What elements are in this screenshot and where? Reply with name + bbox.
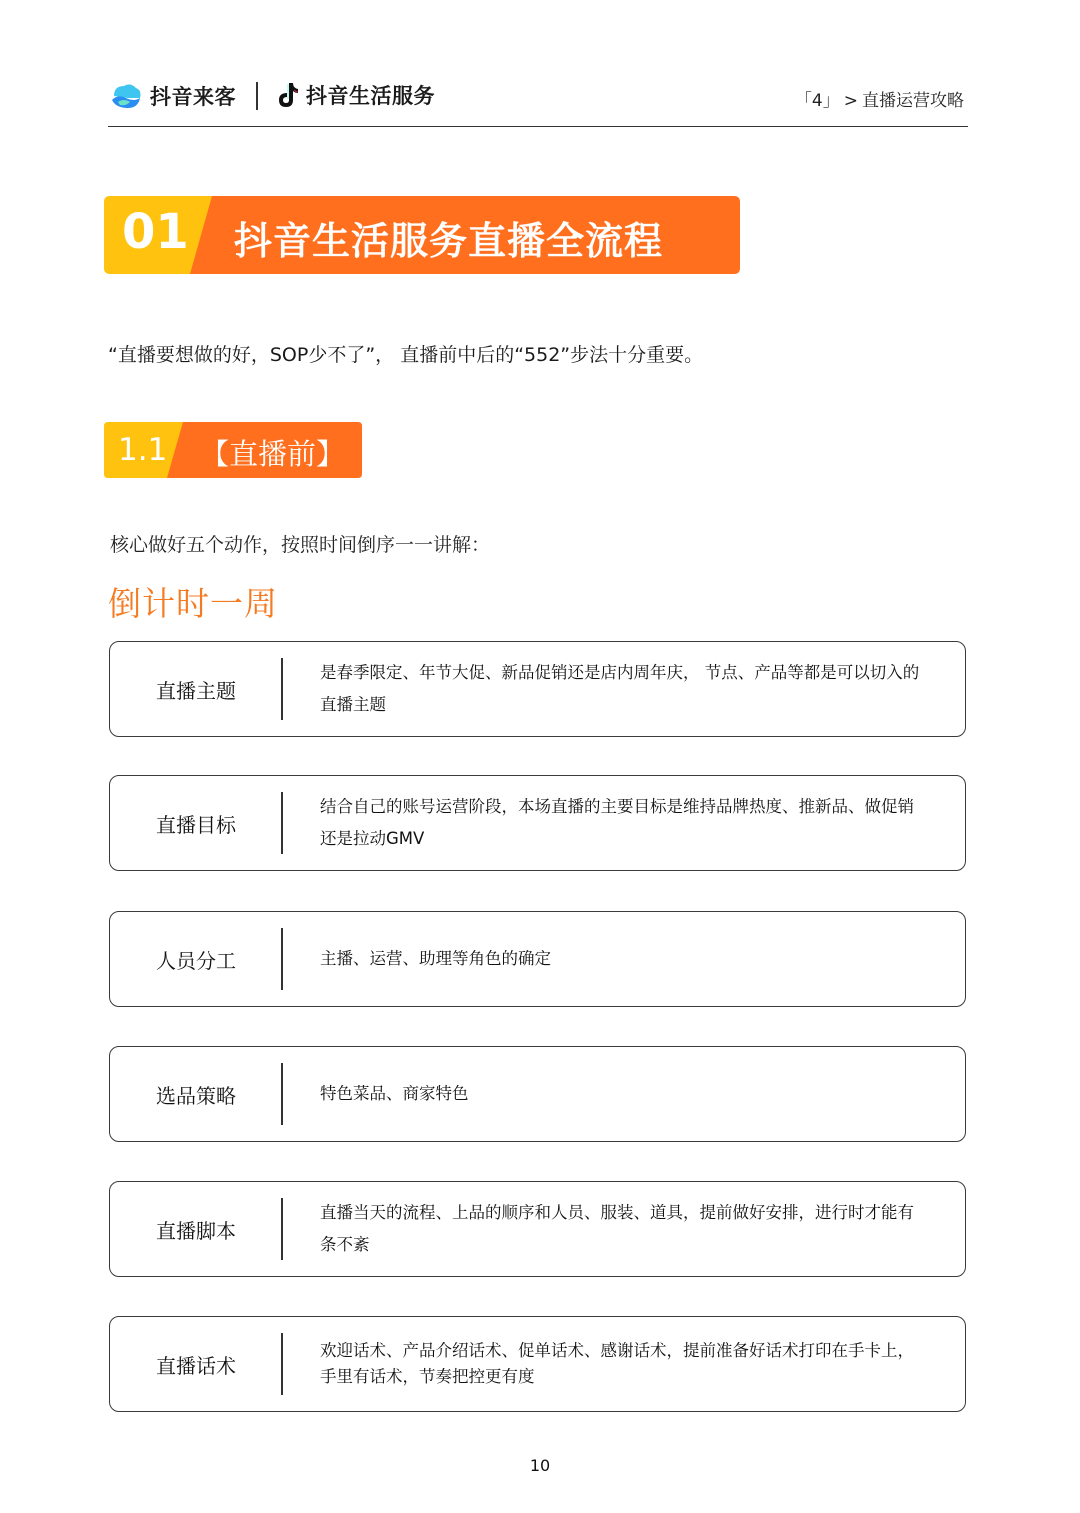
card-divider bbox=[281, 1063, 283, 1125]
card-description: 是春季限定、年节大促、新品促销还是店内周年庆， 节点、产品等都是可以切入的直播主题 bbox=[320, 663, 920, 714]
logo-text-life-service: 抖音生活服务 bbox=[306, 84, 435, 108]
subsection-title-banner bbox=[104, 422, 362, 478]
card-description: 主播、运营、助理等角色的确定 bbox=[320, 949, 551, 968]
card-live-talk bbox=[109, 1316, 966, 1412]
card-divider bbox=[281, 1333, 283, 1395]
logo-text-laike: 抖音来客 bbox=[150, 85, 236, 109]
section-heading: 抖音生活服务直播全流程 bbox=[234, 219, 664, 263]
subsection-number: 1.1 bbox=[118, 432, 168, 468]
cloud-logo-icon bbox=[108, 80, 144, 112]
douyin-life-logo bbox=[276, 80, 435, 110]
section-title-banner bbox=[104, 196, 740, 274]
subsection-heading: 【直播前】 bbox=[200, 437, 346, 471]
card-divider bbox=[281, 1198, 283, 1260]
card-divider bbox=[281, 928, 283, 990]
card-label: 直播脚本 bbox=[156, 1218, 236, 1243]
card-staffing bbox=[109, 911, 966, 1007]
breadcrumb-arrow: > bbox=[843, 91, 858, 111]
card-description: 特色菜品、商家特色 bbox=[320, 1084, 469, 1103]
card-divider bbox=[281, 792, 283, 854]
card-description: 欢迎话术、产品介绍话术、促单话术、感谢话术，提前准备好话术打印在手卡上，手里有话术，节奏把控更有度 bbox=[320, 1341, 914, 1386]
intro-text: “直播要想做的好，SOP少不了”， 直播前中后的“552”步法十分重要。 bbox=[108, 344, 704, 366]
section-number: 01 bbox=[122, 204, 189, 260]
card-description: 结合自己的账号运营阶段，本场直播的主要目标是维持品牌热度、推新品、做促销还是拉动GMV bbox=[320, 797, 914, 848]
card-label: 人员分工 bbox=[156, 948, 236, 973]
week-heading: 倒计时一周 bbox=[108, 584, 278, 623]
page-header bbox=[108, 74, 968, 127]
lead-text: 核心做好五个动作，按照时间倒序一一讲解： bbox=[110, 534, 491, 556]
logo-separator bbox=[256, 82, 258, 110]
card-description: 直播当天的流程、上品的顺序和人员、服装、道具，提前做好安排，进行时才能有条不紊 bbox=[320, 1203, 914, 1254]
card-label: 直播主题 bbox=[156, 678, 236, 703]
card-label: 选品策略 bbox=[156, 1083, 236, 1108]
card-label: 直播目标 bbox=[156, 812, 236, 837]
douyin-laike-logo bbox=[108, 80, 236, 112]
tiktok-note-icon bbox=[276, 81, 300, 109]
card-label: 直播话术 bbox=[156, 1353, 236, 1378]
card-live-script bbox=[109, 1181, 966, 1277]
card-live-goal bbox=[109, 775, 966, 871]
card-live-theme bbox=[109, 641, 966, 737]
page-number: 10 bbox=[529, 1456, 551, 1475]
breadcrumb bbox=[791, 86, 964, 111]
card-product-strategy bbox=[109, 1046, 966, 1142]
breadcrumb-title: 直播运营攻略 bbox=[862, 91, 964, 111]
card-divider bbox=[281, 658, 283, 720]
breadcrumb-page: 「4」 bbox=[794, 91, 840, 111]
